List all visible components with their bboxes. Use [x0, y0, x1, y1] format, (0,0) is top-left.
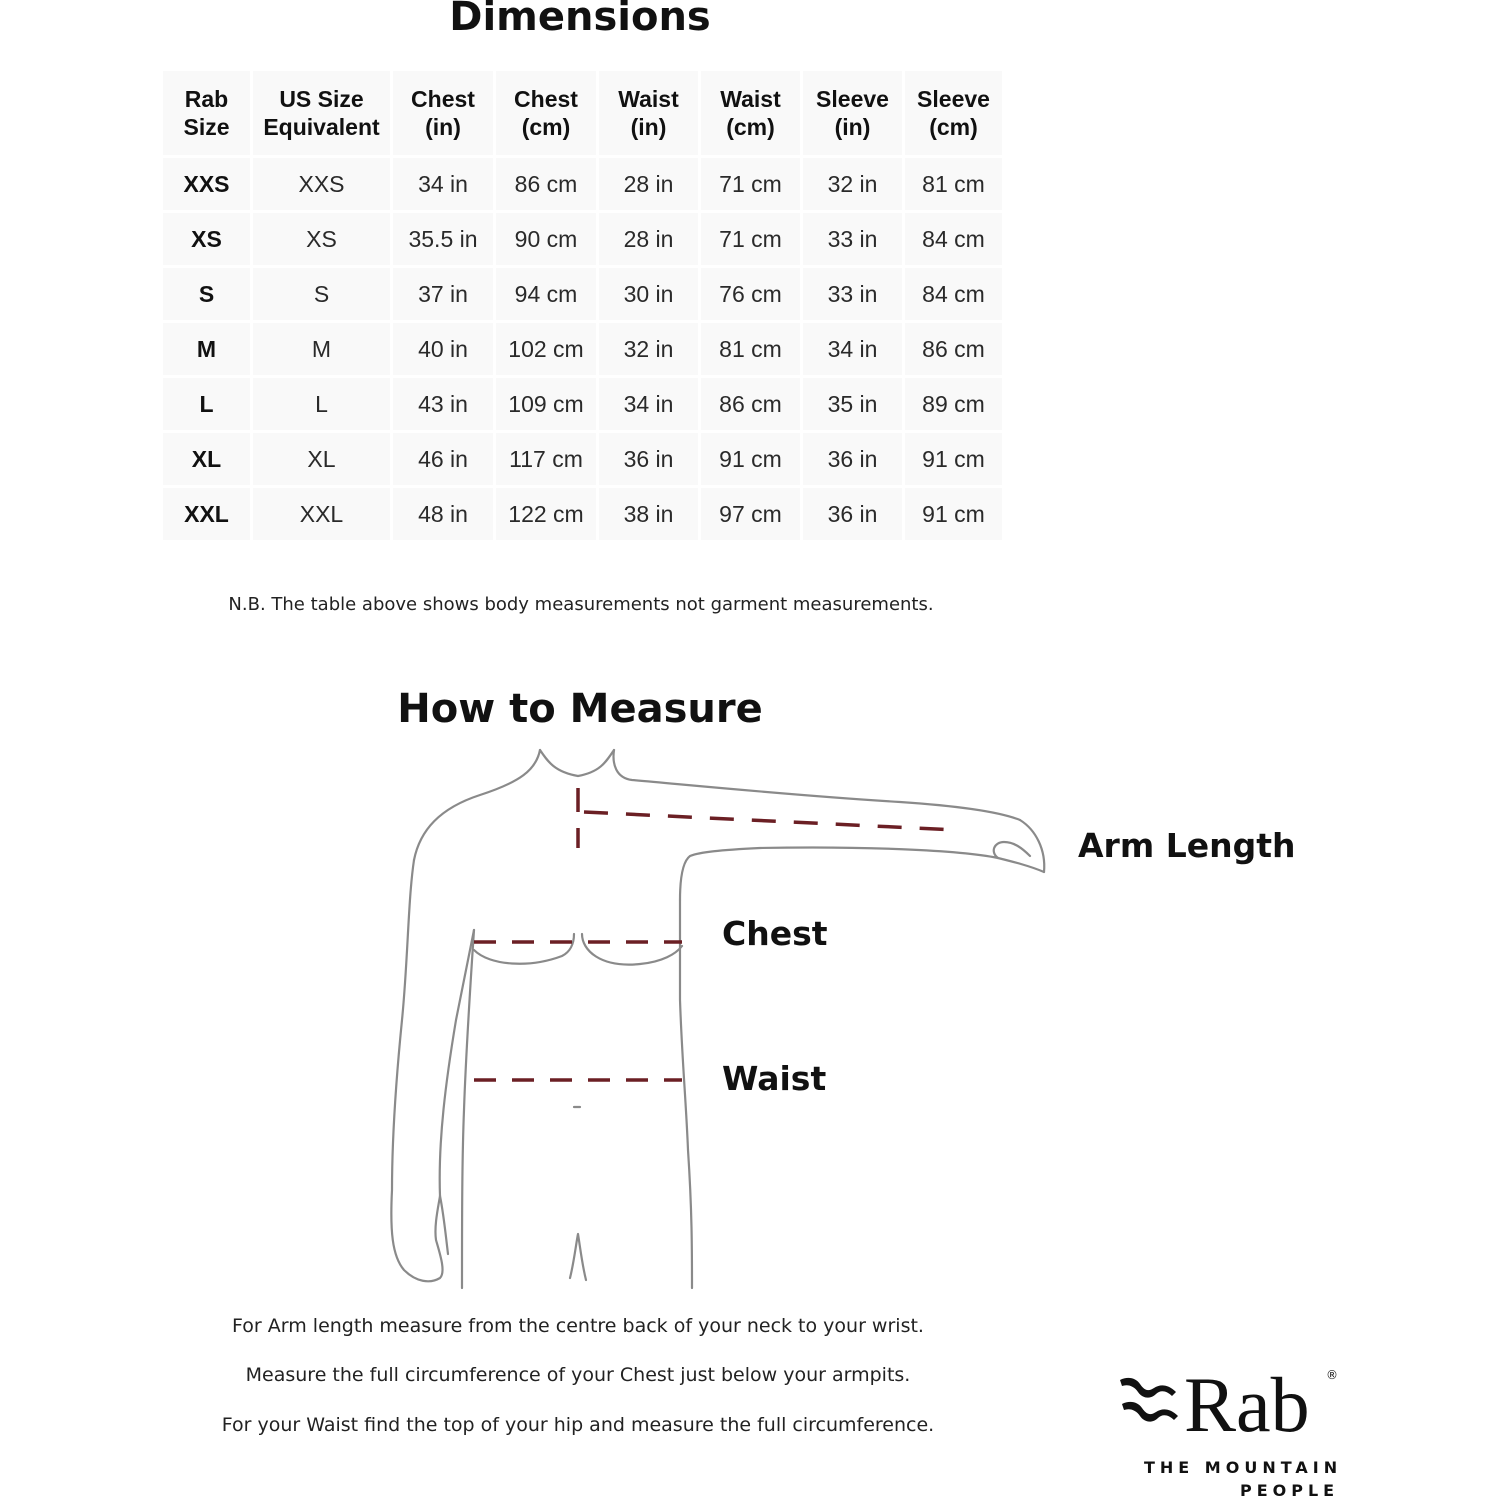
- table-cell-sleeve-in: 36 in: [802, 432, 904, 487]
- table-cell-waist-cm: 81 cm: [700, 322, 802, 377]
- column-header-text: Rab: [184, 86, 229, 112]
- table-cell-waist-in: 28 in: [598, 157, 700, 212]
- column-header-text: Sleeve: [917, 86, 990, 112]
- table-row: [162, 157, 1004, 212]
- column-header-text: Chest: [411, 86, 475, 112]
- table-cell-sleeve-cm: 91 cm: [904, 432, 1004, 487]
- brand-tagline-line1: THE MOUNTAIN: [1144, 1458, 1343, 1477]
- rab-bird-mark-icon: [1118, 1374, 1182, 1434]
- table-cell-chest-in: 35.5 in: [392, 212, 495, 267]
- brand-tagline-line2: PEOPLE: [1240, 1481, 1340, 1500]
- body-outline-figure: [380, 740, 1060, 1300]
- table-cell-rab-size: S: [162, 267, 252, 322]
- table-cell-us-size: L: [252, 377, 392, 432]
- column-header-text: (in): [425, 114, 461, 140]
- table-cell-waist-cm: 91 cm: [700, 432, 802, 487]
- column-header-sleeve-in: [802, 70, 904, 157]
- table-cell-chest-cm: 94 cm: [495, 267, 598, 322]
- column-header-chest-in: [392, 70, 495, 157]
- column-header-text: (cm): [929, 114, 978, 140]
- table-cell-us-size: M: [252, 322, 392, 377]
- table-cell-sleeve-cm: 86 cm: [904, 322, 1004, 377]
- table-cell-sleeve-in: 33 in: [802, 267, 904, 322]
- table-cell-chest-in: 43 in: [392, 377, 495, 432]
- table-row: [162, 377, 1004, 432]
- size-table: [160, 68, 1005, 543]
- body-outline: [391, 750, 1044, 1288]
- rab-logo: [1118, 1361, 1348, 1500]
- chest-instruction: Measure the full circumference of your Chest just below your armpits.: [245, 1364, 911, 1386]
- column-header-chest-cm: [495, 70, 598, 157]
- table-cell-rab-size: XS: [162, 212, 252, 267]
- table-cell-waist-in: 30 in: [598, 267, 700, 322]
- arm-length-line: [578, 788, 956, 848]
- brand-name: Rab: [1184, 1361, 1310, 1448]
- table-cell-waist-cm: 71 cm: [700, 212, 802, 267]
- table-cell-waist-cm: 71 cm: [700, 157, 802, 212]
- table-cell-us-size: S: [252, 267, 392, 322]
- column-header-text: Waist: [618, 86, 679, 112]
- table-cell-chest-cm: 102 cm: [495, 322, 598, 377]
- how-to-measure-title: How to Measure: [397, 686, 763, 732]
- registered-mark: ®: [1326, 1368, 1338, 1382]
- table-cell-rab-size: M: [162, 322, 252, 377]
- column-header-text: Waist: [720, 86, 781, 112]
- table-cell-waist-cm: 76 cm: [700, 267, 802, 322]
- table-cell-waist-cm: 97 cm: [700, 487, 802, 542]
- arm-length-label: Arm Length: [1078, 826, 1296, 865]
- table-cell-us-size: XXS: [252, 157, 392, 212]
- table-cell-chest-in: 46 in: [392, 432, 495, 487]
- column-header-sleeve-cm: [904, 70, 1004, 157]
- column-header-text: (cm): [726, 114, 775, 140]
- column-header-waist-in: [598, 70, 700, 157]
- table-cell-chest-cm: 109 cm: [495, 377, 598, 432]
- table-cell-rab-size: XXS: [162, 157, 252, 212]
- table-cell-rab-size: XXL: [162, 487, 252, 542]
- waist-label: Waist: [722, 1059, 827, 1098]
- table-row: [162, 212, 1004, 267]
- column-header-text: (cm): [521, 114, 571, 140]
- table-note: N.B. The table above shows body measurements not garment measurements.: [228, 594, 934, 615]
- table-cell-sleeve-in: 35 in: [802, 377, 904, 432]
- table-header-row: [162, 70, 1004, 157]
- table-row: [162, 267, 1004, 322]
- table-row: [162, 432, 1004, 487]
- column-header-waist-cm: [700, 70, 802, 157]
- column-header-text: Equivalent: [263, 114, 380, 140]
- table-cell-chest-in: 34 in: [392, 157, 495, 212]
- column-header-text: (in): [630, 114, 667, 140]
- table-cell-chest-in: 48 in: [392, 487, 495, 542]
- table-cell-sleeve-in: 32 in: [802, 157, 904, 212]
- column-header-rab-size: [162, 70, 252, 157]
- table-cell-chest-in: 40 in: [392, 322, 495, 377]
- table-cell-chest-cm: 122 cm: [495, 487, 598, 542]
- table-cell-us-size: XS: [252, 212, 392, 267]
- dimensions-title: Dimensions: [449, 0, 711, 40]
- table-row: [162, 322, 1004, 377]
- table-cell-waist-cm: 86 cm: [700, 377, 802, 432]
- table-cell-chest-cm: 90 cm: [495, 212, 598, 267]
- table-cell-sleeve-cm: 81 cm: [904, 157, 1004, 212]
- column-header-text: Chest: [514, 86, 578, 112]
- column-header-text: Size: [183, 114, 230, 140]
- table-cell-sleeve-cm: 84 cm: [904, 212, 1004, 267]
- column-header-text: US Size: [279, 86, 364, 112]
- column-header-text: Sleeve: [816, 86, 889, 112]
- table-cell-chest-in: 37 in: [392, 267, 495, 322]
- table-cell-waist-in: 32 in: [598, 322, 700, 377]
- table-cell-sleeve-in: 34 in: [802, 322, 904, 377]
- table-cell-us-size: XXL: [252, 487, 392, 542]
- table-cell-us-size: XL: [252, 432, 392, 487]
- table-cell-waist-in: 28 in: [598, 212, 700, 267]
- column-header-text: (in): [834, 114, 871, 140]
- table-cell-waist-in: 34 in: [598, 377, 700, 432]
- table-cell-sleeve-cm: 89 cm: [904, 377, 1004, 432]
- table-cell-rab-size: XL: [162, 432, 252, 487]
- table-cell-chest-cm: 117 cm: [495, 432, 598, 487]
- table-cell-waist-in: 36 in: [598, 432, 700, 487]
- table-cell-chest-cm: 86 cm: [495, 157, 598, 212]
- table-cell-sleeve-cm: 91 cm: [904, 487, 1004, 542]
- table-body: [162, 157, 1004, 542]
- measurement-lines: [474, 788, 956, 1080]
- chest-label: Chest: [722, 914, 828, 953]
- arm-instruction: For Arm length measure from the centre back of your neck to your wrist.: [232, 1315, 924, 1337]
- waist-instruction: For your Waist find the top of your hip and measure the full circumference.: [221, 1414, 935, 1436]
- column-header-us-size: [252, 70, 392, 157]
- table-cell-rab-size: L: [162, 377, 252, 432]
- table-cell-sleeve-cm: 84 cm: [904, 267, 1004, 322]
- table-row: [162, 487, 1004, 542]
- table-cell-waist-in: 38 in: [598, 487, 700, 542]
- table-cell-sleeve-in: 33 in: [802, 212, 904, 267]
- table-cell-sleeve-in: 36 in: [802, 487, 904, 542]
